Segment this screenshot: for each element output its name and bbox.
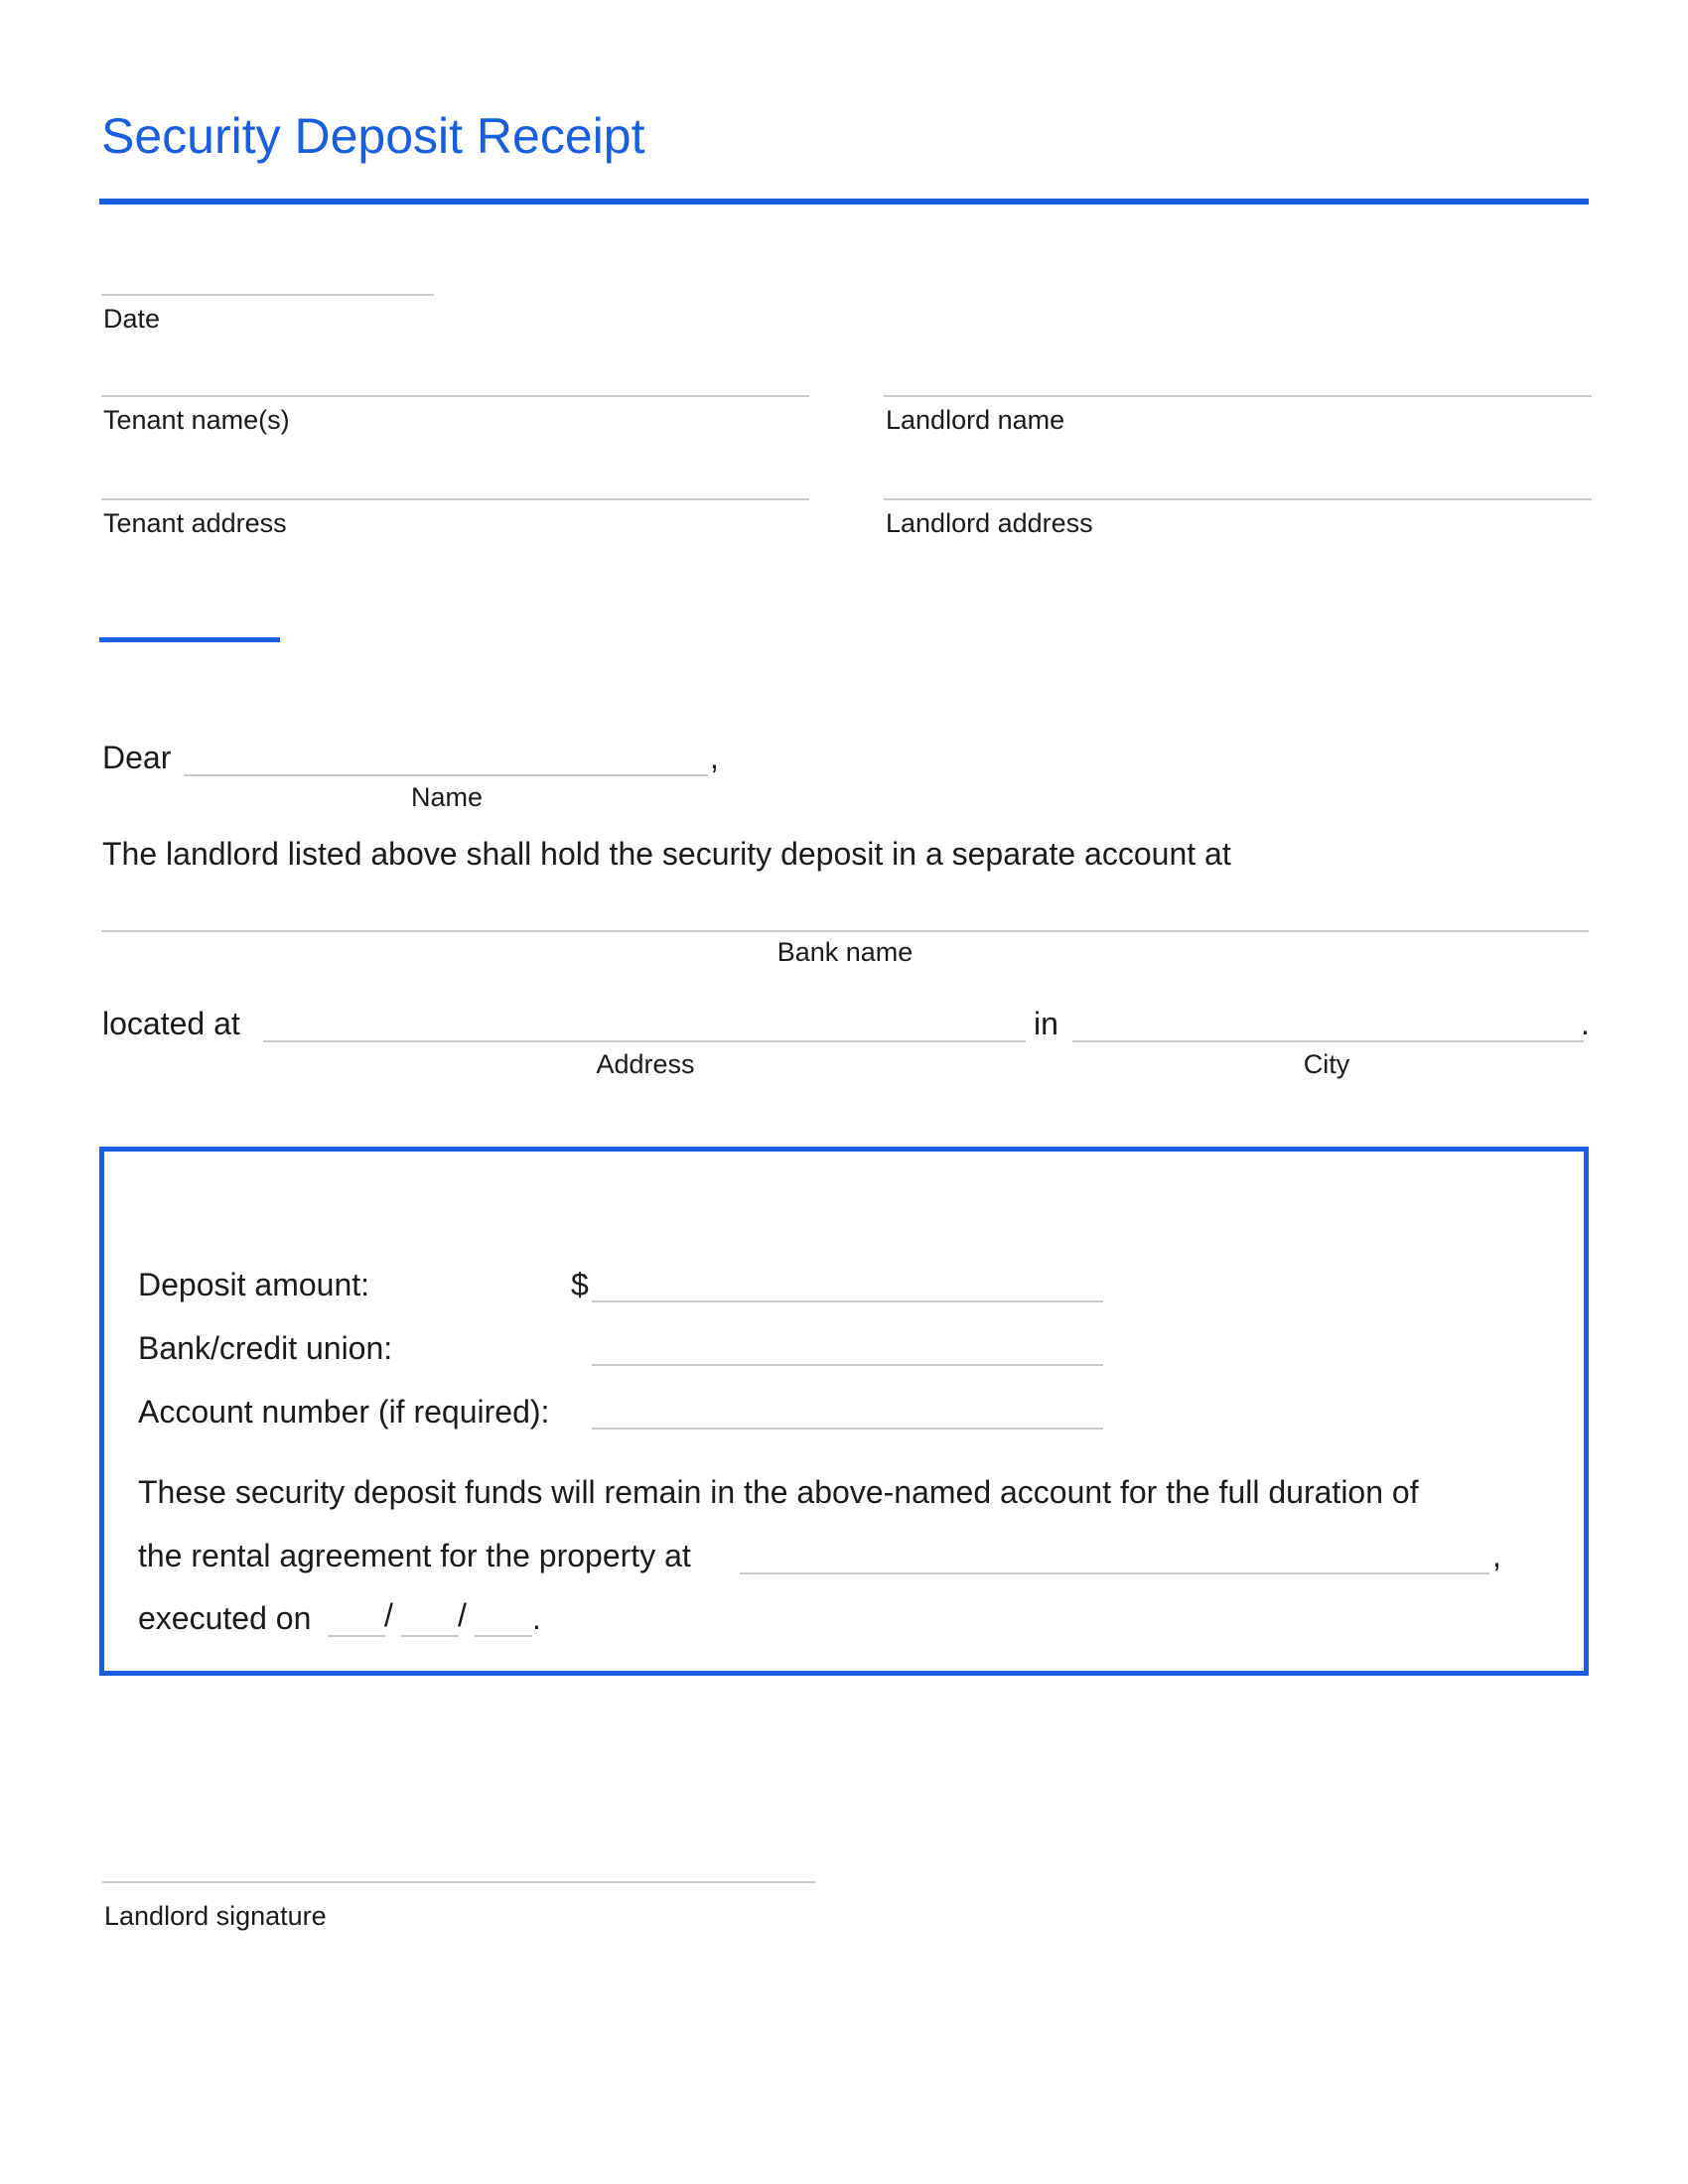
name-caption: Name <box>410 782 484 812</box>
date-slash-1: / <box>384 1597 393 1633</box>
city-caption: City <box>1303 1049 1350 1079</box>
bank-name-caption: Bank name <box>776 937 914 967</box>
landlord-name-field[interactable] <box>884 395 1592 397</box>
landlord-address-label: Landlord address <box>886 508 1093 538</box>
salutation-text: Dear <box>102 740 172 775</box>
executed-day-field[interactable] <box>401 1635 459 1637</box>
funds-statement-line2: the rental agreement for the property at <box>138 1538 691 1573</box>
in-text: in <box>1034 1006 1058 1041</box>
tenant-address-field[interactable] <box>101 498 809 500</box>
landlord-address-field[interactable] <box>884 498 1592 500</box>
date-slash-2: / <box>458 1597 467 1633</box>
landlord-signature-field[interactable] <box>102 1881 815 1883</box>
property-address-field[interactable] <box>740 1572 1489 1574</box>
bank-credit-union-field[interactable] <box>592 1364 1103 1366</box>
recipient-name-field[interactable] <box>184 774 708 776</box>
executed-on-text: executed on <box>138 1600 312 1636</box>
intro-text: The landlord listed above shall hold the security deposit in a separate account at <box>102 836 1231 872</box>
deposit-amount-label: Deposit amount: <box>138 1267 370 1302</box>
city-period: . <box>1581 1006 1590 1041</box>
account-number-label: Account number (if required): <box>138 1394 550 1430</box>
executed-year-field[interactable] <box>475 1635 532 1637</box>
title-divider <box>99 199 1589 205</box>
dollar-sign: $ <box>571 1267 589 1302</box>
executed-period: . <box>532 1600 541 1636</box>
landlord-name-label: Landlord name <box>886 405 1065 435</box>
tenant-name-label: Tenant name(s) <box>103 405 290 435</box>
tenant-name-field[interactable] <box>101 395 809 397</box>
bank-name-field[interactable] <box>101 930 1589 932</box>
executed-month-field[interactable] <box>328 1635 385 1637</box>
landlord-signature-label: Landlord signature <box>104 1901 327 1931</box>
page-title: Security Deposit Receipt <box>101 108 645 164</box>
section-divider <box>99 637 280 642</box>
property-comma: , <box>1492 1538 1501 1573</box>
bank-address-field[interactable] <box>263 1040 1026 1042</box>
city-field[interactable] <box>1072 1040 1584 1042</box>
located-at-text: located at <box>102 1006 240 1041</box>
date-label: Date <box>103 304 161 334</box>
funds-statement-line1: These security deposit funds will remain in the above-named account for the full duration of <box>138 1474 1419 1510</box>
tenant-address-label: Tenant address <box>103 508 287 538</box>
salutation-comma: , <box>710 740 719 775</box>
date-field[interactable] <box>101 294 434 296</box>
deposit-amount-field[interactable] <box>592 1300 1103 1302</box>
bank-credit-union-label: Bank/credit union: <box>138 1330 393 1366</box>
address-caption: Address <box>596 1049 695 1079</box>
account-number-field[interactable] <box>592 1428 1103 1430</box>
